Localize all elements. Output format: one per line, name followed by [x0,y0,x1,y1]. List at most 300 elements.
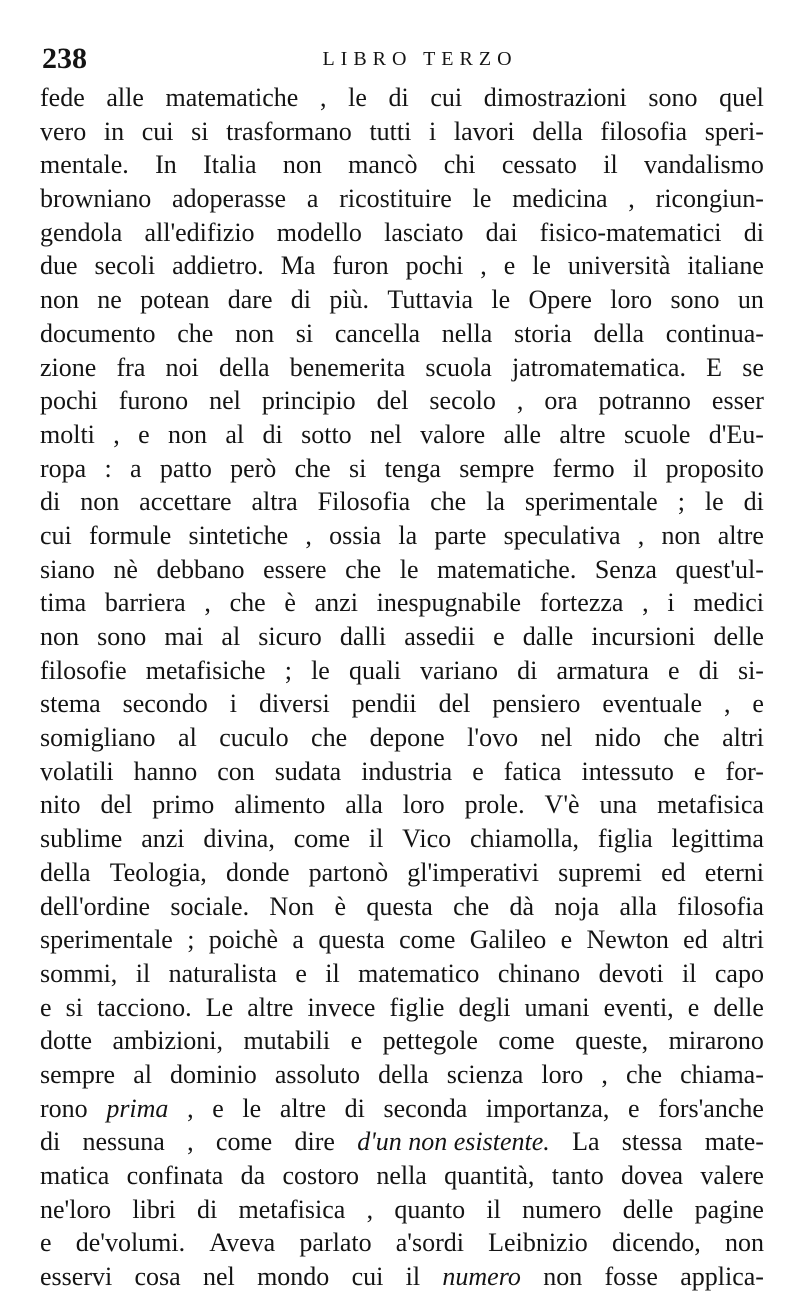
word: sotto [301,419,352,449]
word: tacciono. [97,992,192,1022]
word: incursioni [591,622,696,651]
word: non [235,318,275,348]
word: gl'imperativi [407,857,539,887]
word: alimento [234,790,326,820]
word: e [628,1093,640,1123]
word: sicuro [258,622,322,651]
word: rono [40,1093,88,1123]
word: de'volumi. [75,1228,186,1258]
word: Filosofia [317,487,411,517]
word: valore [420,419,486,449]
word: d'Eu- [708,419,764,449]
text-line [40,991,764,1025]
word: vandalismo [644,150,764,180]
word: di [743,217,764,247]
word: e [503,251,516,281]
word: e [687,992,700,1022]
word: adoperasse [172,184,287,214]
word: sono [648,83,698,112]
page-number: 238 [42,42,87,75]
word: principio [261,386,356,416]
word: che [430,487,467,517]
word: prima [106,1093,169,1123]
text-line [40,788,764,822]
word: somigliano [40,723,156,753]
word: proposito [665,453,764,483]
word: dominio [170,1059,257,1089]
word: di [40,1127,61,1157]
word: alle [106,83,144,112]
word: nella [376,1161,427,1190]
word: di [698,655,719,685]
word: si [348,453,367,483]
word: si [295,318,314,348]
word: V'è [544,790,580,820]
word: a'sordi [395,1228,464,1258]
text-line [40,1193,764,1227]
text-line [40,721,764,755]
word: sempre [459,453,535,483]
word: capo [714,958,764,988]
word: che [311,723,348,753]
word: nè [113,554,138,584]
word: il [405,1262,421,1292]
word: metafisiche [145,655,266,685]
word: delle [713,622,764,651]
text-line [40,1125,764,1159]
word: tanto [551,1161,604,1190]
word: altri [722,925,764,955]
word: del [438,689,471,719]
word: di [517,655,538,685]
word: del [376,386,409,416]
word: depone [369,723,445,753]
word: sperimentale [524,487,658,517]
word: sono [97,622,147,651]
text-line [40,1159,764,1193]
word: matematico [358,958,480,988]
word: debbano [156,554,245,584]
word: pochi [40,386,98,416]
word: , [319,83,327,112]
word: ossia [329,520,382,550]
word: Senza [594,554,657,584]
word: quel [719,83,764,112]
word: mentale. [40,150,129,180]
word: altre [717,520,764,550]
word: , [601,1059,608,1089]
word: dalli [339,622,387,651]
word: eventi, [603,992,674,1022]
word: al [178,723,197,753]
word: gendola [40,217,123,247]
word: ne [97,285,122,315]
word: scienza [446,1059,524,1089]
word: il [682,958,697,988]
word: sublime [40,824,123,854]
word: dare [227,285,273,315]
word: pettegole [382,1026,478,1056]
word: e [295,958,307,988]
word: tenga [384,453,441,483]
word: come [498,1026,555,1056]
word: mutabili [243,1026,331,1056]
word: delle [713,992,764,1022]
word: nito [40,790,81,820]
word: intessuto [581,756,674,786]
word: nella [441,318,493,348]
word: del [100,790,133,820]
word: addietro. [172,251,264,281]
word: l'ovo [467,723,519,753]
word: alle [503,419,542,449]
word: ambizioni, [112,1026,223,1056]
word: di [344,1093,365,1123]
word: , [637,520,645,550]
word: cancella [334,318,420,348]
word: noi [165,352,199,382]
word: se [742,352,764,382]
text-line [40,182,764,216]
word: applica- [680,1262,764,1292]
word: continua- [665,318,764,348]
word: secondo [122,689,208,719]
word: alla [619,891,657,921]
word: ricongiun- [655,184,764,214]
text-line [40,586,764,620]
word: costoro [282,1161,360,1190]
word: queste, [575,1026,649,1056]
word: dà [509,891,535,921]
word: fisico-matematici [539,217,722,247]
text-line [40,249,764,283]
word: In [155,150,177,180]
text-line [40,1058,764,1092]
word: , [723,689,731,719]
word: la [398,520,418,550]
word: d'un non esistente. [357,1127,550,1157]
word: accettare [139,487,232,517]
word: mondo [257,1262,330,1292]
word: della [593,318,644,348]
word: siano [40,554,95,584]
word: non [168,419,208,449]
word: diversi [258,689,330,719]
word: , [187,1093,194,1123]
word: all'edifizio [144,217,255,247]
word: , [305,520,312,550]
text-line [40,890,764,924]
word: una [599,790,638,820]
body-text [40,81,764,1294]
word: speculativa [503,520,621,550]
word: metafisica [238,1194,346,1224]
word: e [40,992,52,1022]
word: di [743,487,764,517]
word: potean [140,285,210,315]
word: filosofie [40,655,127,685]
word: donde [225,857,290,887]
word: , [516,386,524,416]
word: storia [513,318,572,348]
word: secoli [94,251,156,281]
word: dicendo, [611,1228,701,1258]
word: università [567,251,671,281]
text-line [40,384,764,418]
word: nel [209,386,241,416]
word: loro [402,790,445,820]
word: ricostituire [339,184,452,214]
word: di [196,1194,218,1224]
word: sperimentale [40,925,173,955]
word: questa [366,891,433,921]
word: primo [152,790,215,820]
text-line [40,351,764,385]
word: hanno [133,756,198,786]
word: e [752,689,764,719]
word: che [663,723,700,753]
word: al [133,1059,152,1089]
word: altri [722,723,764,753]
word: cui [351,1262,384,1292]
word: mancò [348,150,418,180]
word: le [311,655,330,685]
word: sempre [40,1059,116,1089]
word: stema [40,689,101,719]
word: pendii [351,689,417,719]
text-line [40,957,764,991]
word: ora [544,386,578,416]
word: numero [522,1194,602,1224]
word: esservi [40,1262,113,1292]
word: figlia [597,824,653,854]
word: scuole [623,419,691,449]
word: il [368,824,384,854]
word: non [40,285,79,315]
word: esser [711,386,764,416]
word: ed [683,925,708,955]
word: divina, [203,824,275,854]
word: Newton [586,925,669,955]
word: altra [251,487,298,517]
text-line [40,452,764,486]
word: anzi [141,824,185,854]
word: il [135,958,151,988]
word: fra [116,352,146,382]
word: chiamolla, [469,824,579,854]
word: cosa [134,1262,181,1292]
word: noja [554,891,600,921]
word: eventuale [602,689,702,719]
word: fors'anche [658,1093,764,1123]
text-line [40,148,764,182]
word: ed [661,857,686,887]
text-line [40,923,764,957]
page-header [40,40,760,80]
word: le [242,1093,262,1123]
word: altre [247,992,294,1022]
word: , [480,251,487,281]
word: che [345,554,382,584]
word: di [290,285,312,315]
text-line [40,755,764,789]
word: Ma [280,251,316,281]
word: potranno [598,386,691,416]
word: Leibnizio [488,1228,588,1258]
word: loro [541,1059,584,1089]
word: fatica [503,756,562,786]
word: filosofia [677,891,764,921]
word: tutti [369,116,412,146]
word: e [350,1026,363,1056]
word: le [399,554,419,584]
word: e [472,756,484,786]
word: cui [141,116,174,146]
word: assedii [404,622,475,651]
word: Italia [203,150,257,180]
word: non [724,1228,764,1258]
word: che [453,891,490,921]
word: assoluto [274,1059,361,1089]
word: ropa [40,453,87,483]
word: trasformano [226,116,352,146]
word: pensiero [492,689,581,719]
word: supremi [558,857,642,887]
word: a [292,925,304,955]
word: il [325,958,340,988]
word: a [306,184,319,214]
word: è [334,891,347,921]
text-line [40,216,764,250]
word: il [486,1194,501,1224]
word: secolo [429,386,496,416]
text-line [40,418,764,452]
word: sociale. [170,891,250,921]
word: vero [40,116,87,146]
word: altre [559,419,606,449]
word: delle [622,1194,674,1224]
word: come [293,824,350,854]
word: naturalista [168,958,277,988]
word: e [40,1228,52,1258]
word: quanto [394,1194,466,1224]
word: a [130,453,142,483]
word: però [230,453,277,483]
word: della [40,857,91,887]
word: le [532,251,551,281]
word: in [103,116,125,146]
word: e [667,655,680,685]
word: e [493,622,505,651]
word: sono [670,285,720,315]
word: parte [434,520,487,550]
word: libri [132,1194,176,1224]
word: da [240,1161,266,1190]
word: fede [40,83,85,112]
word: speri- [704,116,764,146]
word: essere [263,554,327,584]
word: poichè [208,925,279,955]
word: quest'ul- [675,554,764,584]
word: il [603,150,618,180]
word: E [706,352,723,382]
word: al [225,419,245,449]
word: nel [203,1262,235,1292]
word: dovea [621,1161,684,1190]
word: numero [442,1262,521,1292]
word: i [229,689,237,719]
word: zione [40,352,97,382]
word: chi [443,150,476,180]
word: inespugnabile [376,588,522,618]
word: le [491,285,511,315]
word: fosse [604,1262,658,1292]
word: che [229,588,266,618]
word: benemerita [289,352,406,382]
running-title: LIBRO TERZO [322,48,518,70]
word: legittima [671,824,764,854]
word: non [80,487,120,517]
word: , [366,1194,374,1224]
word: loro [610,285,653,315]
word: come [399,925,456,955]
word: for- [725,756,764,786]
word: formule [89,520,172,550]
word: chiama- [680,1059,764,1089]
text-line [40,317,764,351]
word: parlato [299,1228,372,1258]
word: browniano [40,184,152,214]
text-line [40,856,764,890]
word: le [348,83,367,112]
word: barriera [104,588,186,618]
word: dotte [40,1026,92,1056]
word: furono [118,386,189,416]
word: quali [348,655,401,685]
word: Tuttavia [387,285,474,315]
word: modello [276,217,362,247]
word: umani [524,992,590,1022]
word: sintetiche [188,520,289,550]
word: ; [187,925,195,955]
word: filosofia [600,116,688,146]
word: lasciato [384,217,464,247]
word: dell'ordine [40,891,151,921]
word: , [113,419,120,449]
word: molti [40,419,95,449]
word: Non [269,891,315,921]
text-line [40,822,764,856]
word: nessuna [82,1127,165,1157]
text-line [40,1226,764,1260]
word: matica [40,1161,110,1190]
word: sommi, [40,958,118,988]
text-line [40,519,764,553]
word: di [40,487,61,517]
word: come [215,1127,273,1157]
word: questa [318,925,385,955]
word: mate- [704,1127,764,1157]
word: mai [164,622,204,651]
word: cuculo [219,723,289,753]
word: invece [307,992,376,1022]
word: confinata [126,1161,224,1190]
word: di [388,83,409,112]
word: quantità, [444,1161,535,1190]
word: le [472,184,492,214]
word: ; [677,487,685,517]
word: mirarono [668,1026,764,1056]
